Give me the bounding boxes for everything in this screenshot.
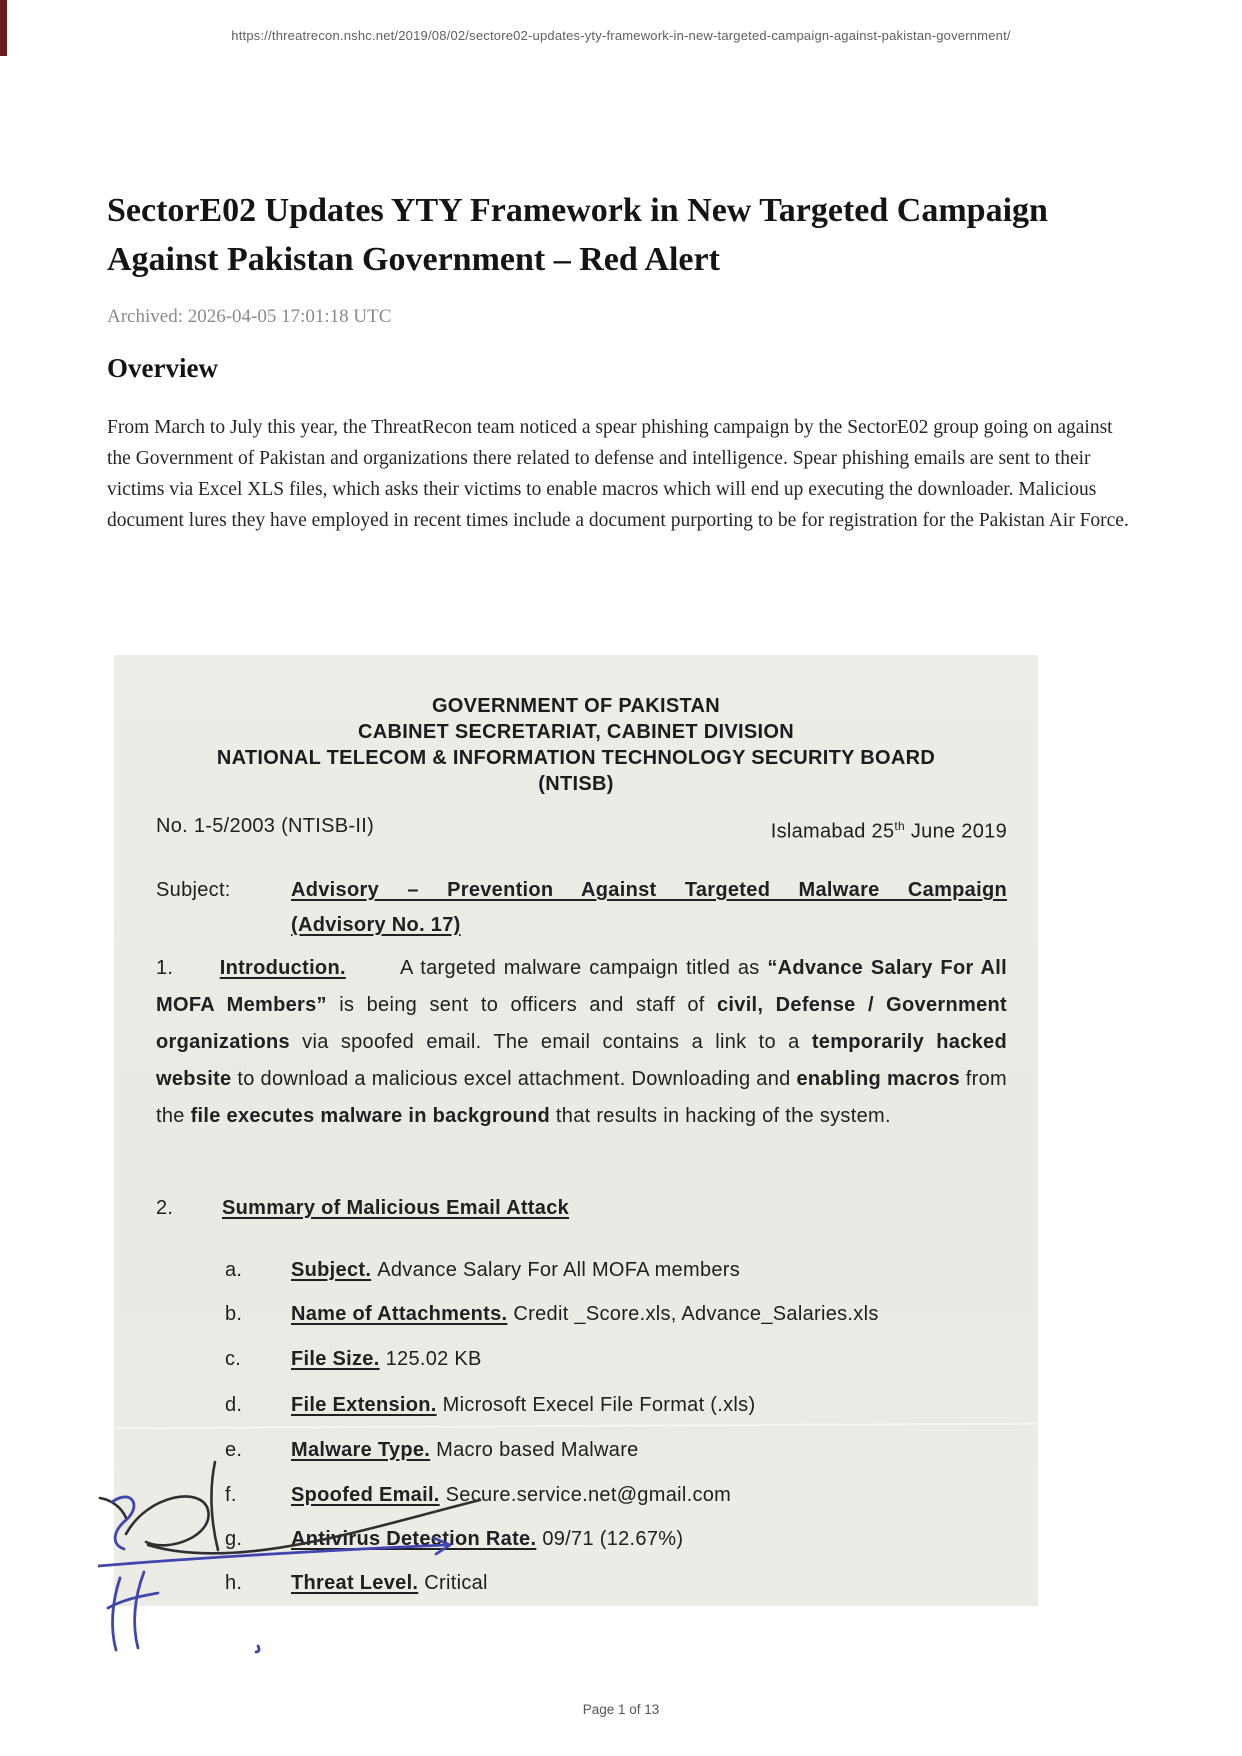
item-value: Advance Salary For All MOFA members (377, 1259, 741, 1281)
item-value: 09/71 (12.67%) (542, 1528, 684, 1550)
item-letter: g. (225, 1528, 243, 1550)
item-label: Malware Type. (291, 1439, 431, 1461)
ink-stroke-blue (112, 1497, 134, 1549)
item-label: Spoofed Email. (291, 1484, 440, 1506)
subject-line1: Advisory – Prevention Against Targeted Malware Campaign (291, 879, 1007, 901)
letterhead-line-1: GOVERNMENT OF PAKISTAN (431, 695, 721, 717)
item-label: File Extension. (291, 1394, 437, 1416)
section2-number: 2. (156, 1197, 174, 1219)
item-value: Credit _Score.xls, Advance_Salaries.xls (513, 1303, 879, 1325)
ink-stroke-blue (256, 1646, 259, 1652)
overview-heading: Overview (107, 353, 218, 383)
page-title: SectorE02 Updates YTY Framework in New Targeted Campaign Against Pakistan Government – Red Alert (107, 192, 1048, 278)
ink-stroke-blue (113, 1578, 120, 1650)
archive-url: https://threatrecon.nshc.net/2019/08/02/sectore02-updates-yty-framework-in-new-targeted-campaign-against-pakistan-government/ (231, 28, 1011, 43)
subject-text (291, 873, 1007, 943)
item-label: Threat Level. (291, 1572, 419, 1594)
reference-number: No. 1-5/2003 (NTISB-II) (156, 815, 375, 837)
ink-stroke-blue (108, 1593, 158, 1608)
paper-crease (114, 1423, 1038, 1430)
advisory-scan-image (114, 655, 1038, 1606)
overview-paragraph: From March to July this year, the ThreatRecon team noticed a spear phishing campaign by the SectorE02 group going on against the Government of Pakistan and organizations there related to defense and intelligence. Spear phishing emails are sent to their victims via Excel XLS files, which asks their victims to enable macros which will end up executing the downloader. Malicious document lures they have employed in recent times include a document purporting to be for registration for the Pakistan Air Force. (107, 417, 1129, 531)
letterhead (114, 693, 1038, 797)
item-letter: f. (225, 1484, 237, 1506)
item-letter: b. (225, 1303, 243, 1325)
archived-timestamp: Archived: 2026-04-05 17:01:18 UTC (107, 306, 392, 327)
introduction-paragraph: 1. Introduction. A targeted malware campaign titled as “Advance Salary For All MOFA Members” is being sent to officers and staff of civil, Defense / Government organizations via spoofed email. The email contains a link to a temporarily hacked website to download a malicious excel attachment. Downloading and enabling macros from the file executes malware in background that results in hacking of the system. (156, 957, 1007, 1127)
ink-stroke-black (211, 1462, 218, 1550)
ink-stroke-black (100, 1498, 126, 1518)
section2-heading: Summary of Malicious Email Attack (222, 1197, 570, 1219)
ink-stroke-black (126, 1497, 209, 1546)
subject-row (156, 873, 1007, 943)
item-label: Antivirus Detection Rate. (291, 1528, 537, 1550)
dateline: Islamabad 25th June 2019 (770, 819, 1007, 843)
item-letter: e. (225, 1439, 243, 1461)
item-label: Subject. (291, 1259, 372, 1281)
section2-heading-row (156, 1195, 1007, 1221)
item-letter: c. (225, 1348, 242, 1370)
item-value: Secure.service.net@gmail.com (445, 1484, 732, 1506)
reference-row (156, 813, 1007, 845)
subject-label: Subject: (156, 879, 231, 901)
item-value: Critical (424, 1572, 488, 1594)
item-letter: a. (225, 1259, 243, 1281)
item-letter: d. (225, 1394, 243, 1416)
item-value: 125.02 KB (385, 1348, 482, 1370)
ink-stroke-blue (135, 1572, 144, 1648)
subject-line2: (Advisory No. 17) (291, 914, 461, 936)
item-letter: h. (225, 1572, 243, 1594)
letterhead-line-2: CABINET SECRETARIAT, CABINET DIVISION (358, 721, 794, 743)
item-value: Microsoft Execel File Format (.xls) (442, 1394, 756, 1416)
letterhead-line-4: (NTISB) (538, 773, 614, 795)
item-value: Macro based Malware (436, 1439, 639, 1461)
item-label: Name of Attachments. (291, 1303, 508, 1325)
page-number: Page 1 of 13 (582, 1702, 660, 1717)
letterhead-line-3: NATIONAL TELECOM & INFORMATION TECHNOLOGY SECURITY BOARD (216, 747, 936, 769)
item-label: File Size. (291, 1348, 380, 1370)
